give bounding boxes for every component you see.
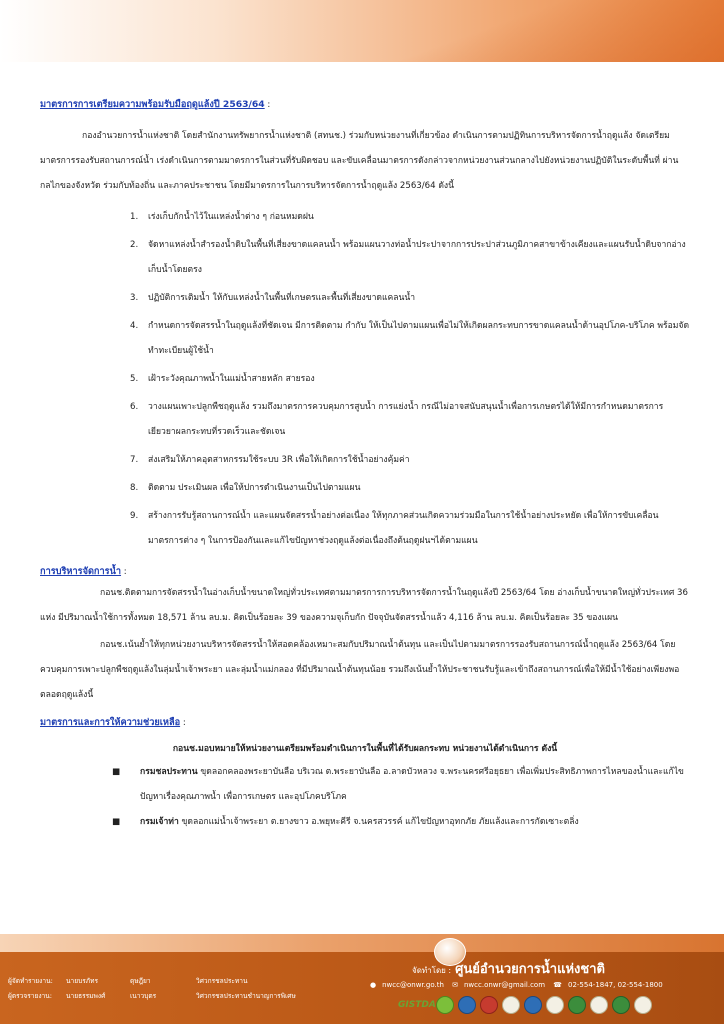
prep-measure-item	[40, 476, 690, 501]
assist-heading-colon: :	[180, 718, 186, 728]
assist-agency: กรมชลประทาน	[140, 767, 198, 777]
manage-heading-row	[40, 565, 690, 579]
contact-line	[370, 981, 669, 989]
partner-logos	[398, 996, 652, 1014]
credit-row	[8, 974, 296, 989]
assist-agency: กรมเจ้าท่า	[140, 817, 179, 827]
credit-row	[8, 989, 296, 1004]
credit-role: ผู้จัดทำรายงาน:	[8, 977, 53, 985]
partner-logo-seal-1	[502, 996, 520, 1014]
partner-logo-blue	[458, 996, 476, 1014]
prep-measure-number: 5.	[130, 374, 139, 384]
prep-measure-item	[40, 205, 690, 230]
partner-logo-red	[480, 996, 498, 1014]
manage-heading: การบริหารจัดการน้ำ	[40, 566, 122, 577]
email-link-2[interactable]: nwcc.onwr@gmail.com	[464, 981, 546, 989]
credit-org: วิศวกรชลประทาน	[196, 977, 248, 985]
partner-logo-seal-2	[524, 996, 542, 1014]
prep-intro: กองอำนวยการน้ำแห่งชาติ โดยสำนักงานทรัพยากรน้ำแห่งชาติ (สทนช.) ร่วมกับหน่วยงานที่เกี่ยวข้อง ดำเนินการตามปฏิทินการบริหารจัดการน้ำฤดูแล้ง จัดเตรียมมาตรการรองรับสถานการณ์น้ำ เร่งดำเนินการตามมาตรการในส่วนที่รับผิดชอบ และขับเคลื่อนมาตรการดังกล่าวจากหน่วยงานส่วนกลางไปยังหน่วยงานปฏิบัติในระดับพื้นที่ ผ่านกลไกของจังหวัด ร่วมกับท้องถิ่น และภาคประชาชน โดยมีมาตรการในการบริหารจัดการน้ำฤดูแล้ง 2563/64 ดังนี้	[40, 131, 679, 191]
prep-measure-number: 1.	[130, 212, 139, 222]
prep-measure-item	[40, 367, 690, 392]
prep-measure-text: ติดตาม ประเมินผล เพื่อให้ปการดำเนินงานเป็นไปตามแผน	[148, 483, 361, 493]
agency-name: ศูนย์อำนวยการน้ำแห่งชาติ	[455, 962, 605, 977]
prep-heading-row	[40, 98, 690, 112]
partner-logo-seal-3	[546, 996, 564, 1014]
assist-action: ขุดลอกแม่น้ำเจ้าพระยา ต.ยางขาว อ.พยุหะคีรี จ.นครสวรรค์ แก้ไขปัญหาอุทกภัย ภัยแล้งและการกัดเซาะตลิ่ง	[178, 817, 579, 827]
phone-numbers: 02-554-1847, 02-554-1800	[568, 981, 663, 989]
credit-org: วิศวกรชลประทานชำนาญการพิเศษ	[196, 992, 296, 1000]
credit-surname: ดุษฎียา	[130, 977, 151, 985]
footer-banner	[0, 934, 724, 1024]
prep-measure-number: 9.	[130, 511, 139, 521]
assist-bullet-item	[40, 760, 690, 810]
credit-name: นายธรรมพงศ์	[66, 992, 106, 1000]
prep-measure-item	[40, 233, 690, 283]
partner-logo-green	[568, 996, 586, 1014]
prep-measure-number: 7.	[130, 455, 139, 465]
prep-measure-text: เฝ้าระวังคุณภาพน้ำในแม่น้ำสายหลัก สายรอง	[148, 374, 315, 384]
prep-measures-list	[40, 205, 690, 554]
prep-measure-text: สร้างการรับรู้สถานการณ์น้ำ และแผนจัดสรรน้ำอย่างต่อเนื่อง ให้ทุกภาคส่วนเกิดความร่วมมือในการใช้น้ำอย่างประหยัด เพื่อให้การขับเคลื่อนมาตรการต่าง ๆ ในการป้องกันและแก้ไขปัญหาช่วงฤดูแล้งต่อเนื่องถึงต้นฤดูฝนฯได้ตามแผน	[148, 511, 659, 546]
email-link-1[interactable]: nwcc@onwr.go.th	[382, 981, 444, 989]
prep-heading-colon: :	[264, 100, 271, 110]
credit-name: นายบรภัทร	[66, 977, 99, 985]
assist-bullet-item	[40, 810, 690, 835]
prep-measure-item	[40, 314, 690, 364]
prep-measure-item	[40, 395, 690, 445]
prep-measure-item	[40, 286, 690, 311]
mail-icon: ✉	[452, 981, 458, 989]
credit-role: ผู้ตรวจรายงาน:	[8, 992, 53, 1000]
header-wave	[344, 0, 724, 62]
assist-action: ขุดลอกคลองพระยาบันลือ บริเวณ ต.พระยาบันลือ อ.ลาดบัวหลวง จ.พระนครศรีอยุธยา เพื่อเพิ่มประสิทธิภาพการไหลของน้ำและแก้ไขปัญหาเรื่องคุณภาพน้ำ เพื่อการเกษตร และอุปโภคบริโภค	[140, 767, 684, 802]
agency-title	[412, 958, 605, 979]
prep-heading: มาตรการการเตรียมความพร้อมรับมือฤดูแล้งปี 2563/64	[40, 99, 265, 110]
partner-logo-seal-6	[634, 996, 652, 1014]
partner-logo-leaf	[436, 996, 454, 1014]
report-body	[40, 98, 690, 835]
prep-measure-item	[40, 504, 690, 554]
prep-measure-number: 4.	[130, 321, 139, 331]
square-bullet-icon: ■	[112, 767, 121, 777]
prep-measure-number: 6.	[130, 402, 139, 412]
prep-measure-text: กำหนดการจัดสรรน้ำในฤดูแล้งที่ชัดเจน มีการติดตาม กำกับ ให้เป็นไปตามแผนเพื่อไม่ให้เกิดผลกระทบการขาดแคลนน้ำด้านอุปโภค-บริโภค พร้อมจัดทำทะเบียนผู้ใช้น้ำ	[148, 321, 690, 356]
prep-measure-number: 8.	[130, 483, 139, 493]
prep-measure-number: 3.	[130, 293, 139, 303]
gistda-logo: GISTDA	[398, 1000, 436, 1010]
manage-paragraph-1: กอนช.ติดตามการจัดสรรน้ำในอ่างเก็บน้ำขนาดใหญ่ทั่วประเทศตามมาตรการการบริหารจัดการน้ำในฤดูแล้งปี 2563/64 โดย อ่างเก็บน้ำขนาดใหญ่ทั่วประเทศ 36 แห่ง มีปริมาณน้ำใช้การทั้งหมด 18,571 ล้าน ลบ.ม. คิดเป็นร้อยละ 39 ของความจุเก็บกัก ปัจจุบันจัดสรรน้ำแล้ว 4,116 ล้าน ลบ.ม. คิดเป็นร้อยละ 35 ของแผน	[40, 588, 688, 623]
credit-surname: เนาวบุตร	[130, 992, 157, 1000]
partner-logo-seal-4	[590, 996, 608, 1014]
report-credits	[8, 974, 296, 1004]
prep-measure-number: 2.	[130, 240, 139, 250]
assist-heading-row	[40, 716, 690, 730]
assist-lead: กอนช.มอบหมายให้หน่วยงานเตรียมพร้อมดำเนินการในพื้นที่ได้รับผลกระทบ หน่วยงานได้ดำเนินการ ดังนี้	[172, 744, 558, 754]
square-bullet-icon: ■	[112, 817, 121, 827]
assist-bullet-list	[40, 760, 690, 835]
agency-by-label: จัดทำโดย :	[412, 966, 452, 975]
prep-measure-item	[40, 448, 690, 473]
prep-measure-text: ส่งเสริมให้ภาคอุตสาหกรรมใช้ระบบ 3R เพื่อให้เกิดการใช้น้ำอย่างคุ้มค่า	[148, 455, 410, 465]
prep-measure-text: ปฏิบัติการเติมน้ำ ให้กับแหล่งน้ำในพื้นที่เกษตรและพื้นที่เสี่ยงขาดแคลนน้ำ	[148, 293, 416, 303]
prep-measure-text: เร่งเก็บกักน้ำไว้ในแหล่งน้ำต่าง ๆ ก่อนหมดฝน	[148, 212, 314, 222]
phone-icon: ☎	[553, 981, 562, 989]
prep-measure-text: วางแผนเพาะปลูกพืชฤดูแล้ง รวมถึงมาตรการควบคุมการสูบน้ำ การแย่งน้ำ กรณีไม่อาจสนับสนุนน้ำเพื่อการเกษตรได้ให้มีการกำหนดมาตรการเยียวยาผลกระทบที่รวดเร็วและชัดเจน	[148, 402, 664, 437]
assist-heading: มาตรการและการให้ความช่วยเหลือ	[40, 717, 181, 728]
manage-paragraph-2: กอนช.เน้นย้ำให้ทุกหน่วยงานบริหารจัดสรรน้ำให้สอดคล้องเหมาะสมกับปริมาณน้ำต้นทุน และเป็นไปตามมาตรการรองรับสถานการณ์น้ำฤดูแล้ง 2563/64 โดยควบคุมการเพาะปลูกพืชฤดูแล้งในลุ่มน้ำเจ้าพระยา และลุ่มน้ำแม่กลอง ที่มีปริมาณน้ำต้นทุนน้อย รวมถึงเน้นย้ำให้ประชาชนรับรู้และเข้าถึงสถานการณ์เพื่อให้มีน้ำใช้อย่างเพียงพอตลอดฤดูแล้งนี้	[40, 640, 680, 700]
manage-heading-colon: :	[121, 567, 127, 577]
prep-measure-text: จัดหาแหล่งน้ำสำรองน้ำดิบในพื้นที่เสี่ยงขาดแคลนน้ำ พร้อมแผนวางท่อน้ำประปาจากการประปาส่วนภูมิภาคสาขาข้างเคียงและแผนรับน้ำดิบจากอ่างเก็บน้ำโดยตรง	[148, 240, 686, 275]
partner-logo-seal-5	[612, 996, 630, 1014]
globe-icon: ●	[370, 981, 377, 989]
header-banner	[0, 0, 724, 62]
